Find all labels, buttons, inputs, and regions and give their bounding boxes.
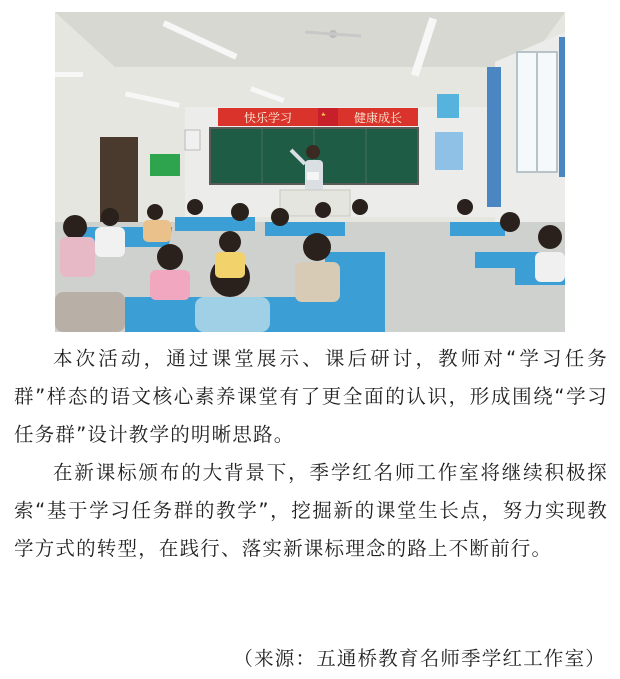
paragraph-future-plan: 在新课标颁布的大背景下，季学红名师工作室将继续积极探索“基于学习任务群的教学”，挖掘新的课堂生长点，努力实现教学方式的转型，在践行、落实新课标理念的路上不断前行。	[14, 461, 608, 560]
classroom-scene	[55, 12, 565, 332]
banner-right-text: 健康成长	[353, 111, 403, 125]
source-credit: （来源：五通桥教育名师季学红工作室）	[233, 647, 606, 670]
banner-left-text: 快乐学习	[243, 111, 293, 125]
classroom-photo	[55, 12, 565, 332]
curtain	[487, 67, 501, 207]
paragraph-activity-summary: 本次活动，通过课堂展示、课后研讨，教师对“学习任务群”样态的语文核心素养课堂有了更全面的认识，形成围绕“学习任务群”设计教学的明晰思路。	[14, 347, 608, 446]
